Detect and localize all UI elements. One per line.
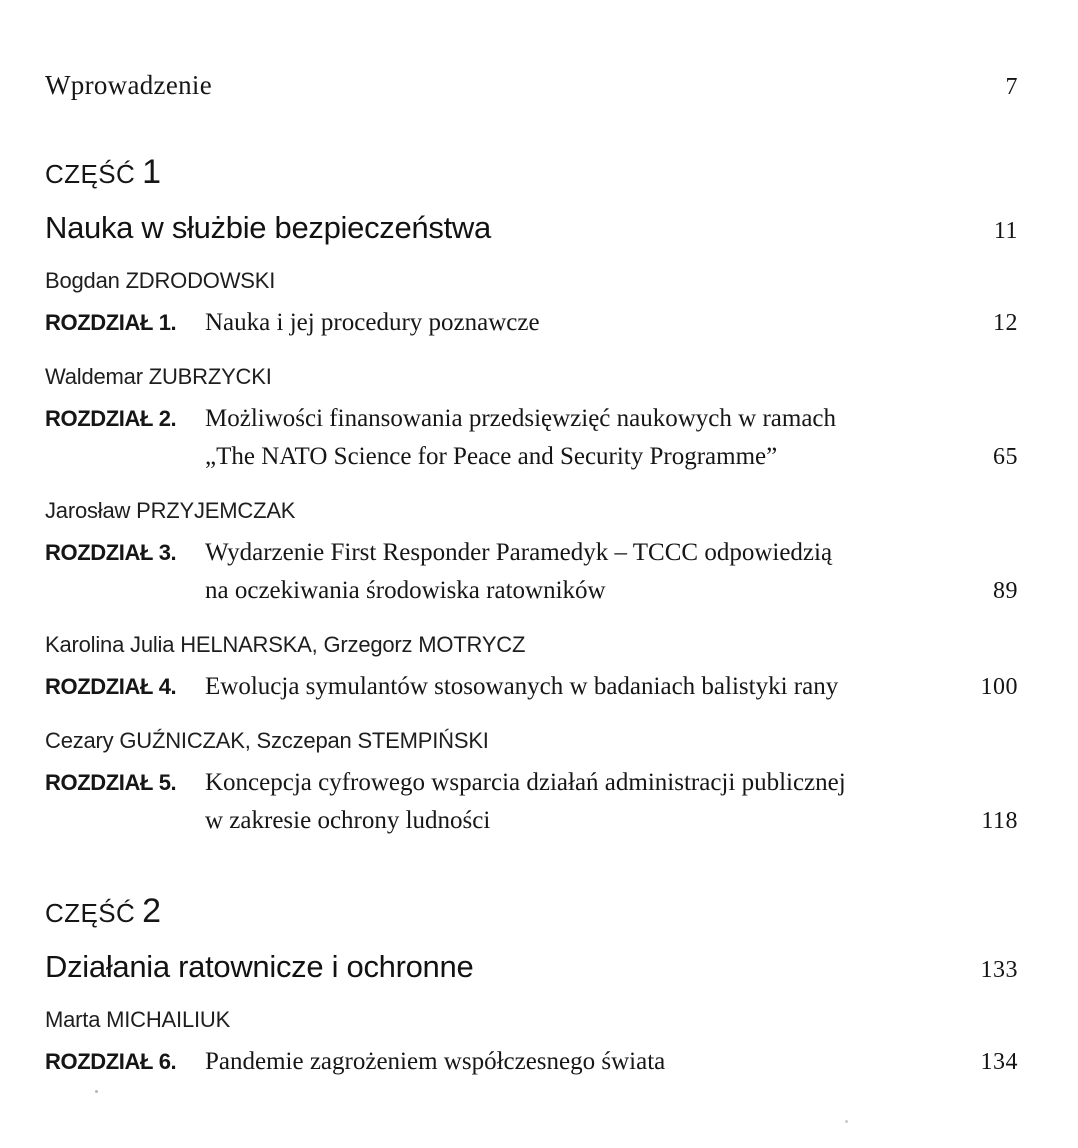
- part-1-kicker-word: CZĘŚĆ: [45, 159, 136, 189]
- chapter-4-label: ROZDZIAŁ 4.: [45, 674, 177, 699]
- chapter-3-title: [205, 534, 983, 610]
- chapter-6-row: [45, 1043, 1018, 1081]
- intro-page-number: 7: [1005, 74, 1018, 100]
- chapter-3-label: ROZDZIAŁ 3.: [45, 540, 177, 565]
- toc-chapter-2: [45, 364, 1018, 476]
- chapter-6-title-line-1: Pandemie zagrożeniem współczesnego świata: [205, 1048, 666, 1075]
- chapter-6-authors: Marta MICHAILIUK: [45, 1007, 231, 1032]
- chapter-2-label: ROZDZIAŁ 2.: [45, 406, 177, 431]
- chapter-5-row: [45, 764, 1018, 840]
- chapter-5-page-number: 118: [981, 808, 1018, 834]
- part-2-page-number: 133: [980, 957, 1018, 983]
- chapter-3-title-line-1: Wydarzenie First Responder Paramedyk – TCCC odpowiedzią: [205, 539, 833, 566]
- chapter-3-title-line-2: na oczekiwania środowiska ratowników: [205, 577, 606, 604]
- chapter-1-authors: Bogdan ZDRODOWSKI: [45, 268, 276, 293]
- chapter-3-page-number: 89: [993, 578, 1018, 604]
- toc-part-1: [45, 154, 1018, 840]
- part-2-kicker-word: CZĘŚĆ: [45, 898, 136, 928]
- part-1-title: Nauka w służbie bezpieczeństwa: [45, 210, 491, 245]
- chapter-2-row: [45, 400, 1018, 476]
- chapter-2-title: [205, 400, 983, 476]
- toc-chapter-3: [45, 498, 1018, 610]
- chapter-6-label: ROZDZIAŁ 6.: [45, 1049, 177, 1074]
- chapter-5-label: ROZDZIAŁ 5.: [45, 770, 177, 795]
- part-1-page-number: 11: [993, 218, 1018, 244]
- chapter-5-title: [205, 764, 971, 840]
- toc-part-2: [45, 893, 1018, 1081]
- toc-entry-introduction: [45, 70, 1018, 101]
- part-1-number: 1: [142, 153, 162, 191]
- toc-chapter-5: [45, 728, 1018, 840]
- chapter-6-title: [205, 1043, 971, 1081]
- chapter-3-authors: Jarosław PRZYJEMCZAK: [45, 498, 296, 523]
- toc-chapter-4: [45, 632, 1018, 706]
- part-2-title-row: [45, 949, 1018, 985]
- chapter-1-title: [205, 304, 983, 342]
- chapter-5-title-line-2: w zakresie ochrony ludności: [205, 807, 491, 834]
- chapter-2-page-number: 65: [993, 444, 1018, 470]
- part-2-kicker: [45, 893, 1018, 936]
- chapter-1-row: [45, 304, 1018, 342]
- toc-chapter-6: [45, 1007, 1018, 1081]
- scan-artifact-dot: [845, 1120, 848, 1123]
- chapter-5-title-line-1: Koncepcja cyfrowego wsparcia działań administracji publicznej: [205, 769, 846, 796]
- chapter-1-page-number: 12: [993, 310, 1018, 336]
- part-2-title: Działania ratownicze i ochronne: [45, 949, 474, 984]
- chapter-2-title-line-1: Możliwości finansowania przedsięwzięć naukowych w ramach: [205, 405, 837, 432]
- intro-label: Wprowadzenie: [45, 70, 213, 100]
- chapter-4-page-number: 100: [980, 674, 1018, 700]
- part-2-number: 2: [142, 892, 162, 930]
- chapter-3-row: [45, 534, 1018, 610]
- toc-chapter-1: [45, 268, 1018, 342]
- chapter-1-label: ROZDZIAŁ 1.: [45, 310, 177, 335]
- chapter-4-row: [45, 668, 1018, 706]
- chapter-6-page-number: 134: [980, 1049, 1018, 1075]
- scan-artifact-dot: [95, 1090, 98, 1093]
- part-1-title-row: [45, 210, 1018, 246]
- chapter-2-title-line-2: „The NATO Science for Peace and Security Programme”: [205, 443, 778, 470]
- part-1-kicker: [45, 154, 1018, 197]
- chapter-1-title-line-1: Nauka i jej procedury poznawcze: [205, 309, 540, 336]
- chapter-4-authors: Karolina Julia HELNARSKA, Grzegorz MOTRYCZ: [45, 632, 526, 657]
- chapter-2-authors: Waldemar ZUBRZYCKI: [45, 364, 272, 389]
- chapter-5-authors: Cezary GUŹNICZAK, Szczepan STEMPIŃSKI: [45, 728, 489, 753]
- chapter-4-title: [205, 668, 971, 706]
- chapter-4-title-line-1: Ewolucja symulantów stosowanych w badaniach balistyki rany: [205, 673, 839, 700]
